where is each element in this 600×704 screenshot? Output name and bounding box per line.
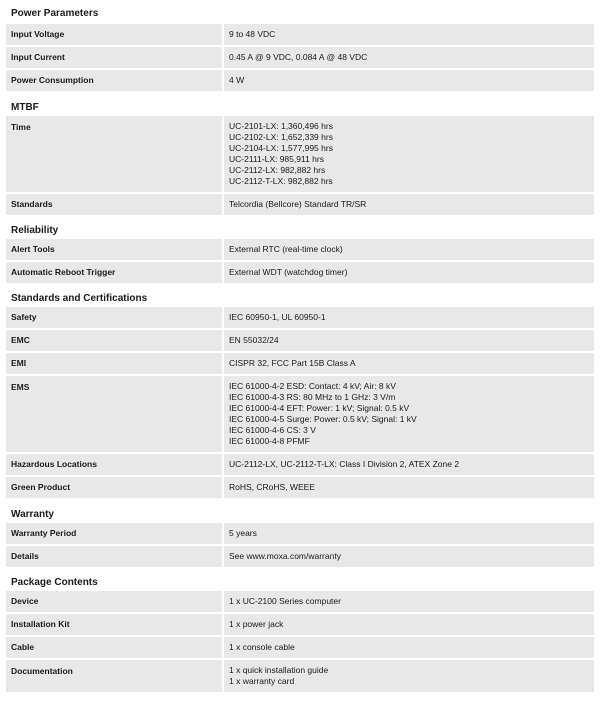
spec-value-line: IEC 61000-4-6 CS: 3 V — [229, 425, 316, 435]
spec-label: Time — [11, 122, 31, 132]
spec-label: Automatic Reboot Trigger — [11, 267, 116, 277]
spec-row — [6, 194, 594, 215]
spec-label: Safety — [11, 312, 37, 322]
spec-value-line: UC-2112-LX, UC-2112-T-LX: Class I Division 2, ATEX Zone 2 — [229, 459, 460, 469]
section-title: Power Parameters — [11, 8, 99, 19]
spec-label: EMS — [11, 382, 30, 392]
spec-row — [6, 262, 594, 283]
section-title: Warranty — [11, 509, 54, 520]
spec-value — [224, 660, 594, 692]
spec-row — [6, 477, 594, 498]
spec-value — [224, 47, 594, 68]
spec-value — [224, 376, 594, 452]
spec-value-line: 1 x quick installation guide — [229, 665, 329, 675]
spec-value-line: IEC 61000-4-4 EFT: Power: 1 kV; Signal: 0.5 kV — [229, 403, 410, 413]
spec-row — [6, 330, 594, 351]
spec-value — [224, 454, 594, 475]
spec-label: Input Current — [11, 52, 65, 62]
section-title: Standards and Certifications — [11, 293, 148, 304]
spec-value-line: UC-2112-LX: 982,882 hrs — [229, 165, 326, 175]
spec-value-line: UC-2112-T-LX: 982,882 hrs — [229, 176, 333, 186]
spec-value-line: 4 W — [229, 75, 245, 85]
spec-value-line: IEC 61000-4-8 PFMF — [229, 436, 310, 446]
spec-label: Green Product — [11, 482, 71, 492]
spec-row — [6, 614, 594, 635]
spec-label: Details — [11, 551, 39, 561]
section-title: MTBF — [11, 102, 39, 113]
spec-value — [224, 546, 594, 567]
spec-label: EMC — [11, 335, 30, 345]
spec-value-line: IEC 61000-4-2 ESD: Contact: 4 kV; Air: 8 kV — [229, 381, 396, 391]
spec-value-line: External WDT (watchdog timer) — [229, 267, 348, 277]
spec-row — [6, 523, 594, 544]
spec-row — [6, 591, 594, 612]
spec-row — [6, 24, 594, 45]
spec-label: Hazardous Locations — [11, 459, 97, 469]
spec-value — [224, 330, 594, 351]
spec-value — [224, 239, 594, 260]
spec-row — [6, 116, 594, 192]
spec-value-line: UC-2102-LX: 1,652,339 hrs — [229, 132, 333, 142]
spec-label: Documentation — [11, 666, 73, 676]
spec-row — [6, 637, 594, 658]
spec-value — [224, 262, 594, 283]
spec-value-line: CISPR 32, FCC Part 15B Class A — [229, 358, 356, 368]
spec-value — [224, 194, 594, 215]
spec-value-line: External RTC (real-time clock) — [229, 244, 343, 254]
spec-row — [6, 353, 594, 374]
spec-value — [224, 70, 594, 91]
spec-value-line: 9 to 48 VDC — [229, 29, 276, 39]
spec-label: Cable — [11, 642, 35, 652]
spec-label: Standards — [11, 199, 53, 209]
spec-value-line: RoHS, CRoHS, WEEE — [229, 482, 315, 492]
spec-label: Power Consumption — [11, 75, 94, 85]
spec-value-line: Telcordia (Bellcore) Standard TR/SR — [229, 199, 367, 209]
spec-row — [6, 239, 594, 260]
spec-value-line: IEC 61000-4-5 Surge: Power: 0.5 kV; Signal: 1 kV — [229, 414, 417, 424]
spec-row — [6, 454, 594, 475]
spec-row — [6, 660, 594, 692]
spec-value-line: 1 x warranty card — [229, 676, 295, 686]
spec-value — [224, 614, 594, 635]
spec-value — [224, 523, 594, 544]
spec-label: Input Voltage — [11, 29, 65, 39]
spec-label: EMI — [11, 358, 27, 368]
spec-row — [6, 47, 594, 68]
spec-value — [224, 637, 594, 658]
spec-value-line: 0.45 A @ 9 VDC, 0.084 A @ 48 VDC — [229, 52, 368, 62]
spec-value-line: See www.moxa.com/warranty — [229, 551, 341, 561]
spec-value — [224, 116, 594, 192]
spec-row — [6, 546, 594, 567]
section-title: Reliability — [11, 225, 59, 236]
spec-label: Installation Kit — [11, 619, 70, 629]
spec-value-line: 1 x power jack — [229, 619, 284, 629]
spec-row — [6, 307, 594, 328]
spec-value-line: UC-2111-LX: 985,911 hrs — [229, 154, 324, 164]
spec-value-line: UC-2101-LX: 1,360,496 hrs — [229, 121, 333, 131]
section-title: Package Contents — [11, 577, 98, 588]
spec-value-line: IEC 60950-1, UL 60950-1 — [229, 312, 326, 322]
spec-row — [6, 70, 594, 91]
spec-label: Device — [11, 596, 39, 606]
spec-value — [224, 24, 594, 45]
spec-value — [224, 307, 594, 328]
spec-value-line: UC-2104-LX: 1,577,995 hrs — [229, 143, 333, 153]
spec-row — [6, 376, 594, 452]
spec-value-line: EN 55032/24 — [229, 335, 279, 345]
spec-value — [224, 353, 594, 374]
spec-value — [224, 591, 594, 612]
spec-value-line: IEC 61000-4-3 RS: 80 MHz to 1 GHz: 3 V/m — [229, 392, 396, 402]
spec-label: Warranty Period — [11, 528, 77, 538]
spec-label: Alert Tools — [11, 244, 55, 254]
spec-value-line: 5 years — [229, 528, 257, 538]
spec-value — [224, 477, 594, 498]
spec-value-line: 1 x console cable — [229, 642, 295, 652]
spec-value-line: 1 x UC-2100 Series computer — [229, 596, 341, 606]
